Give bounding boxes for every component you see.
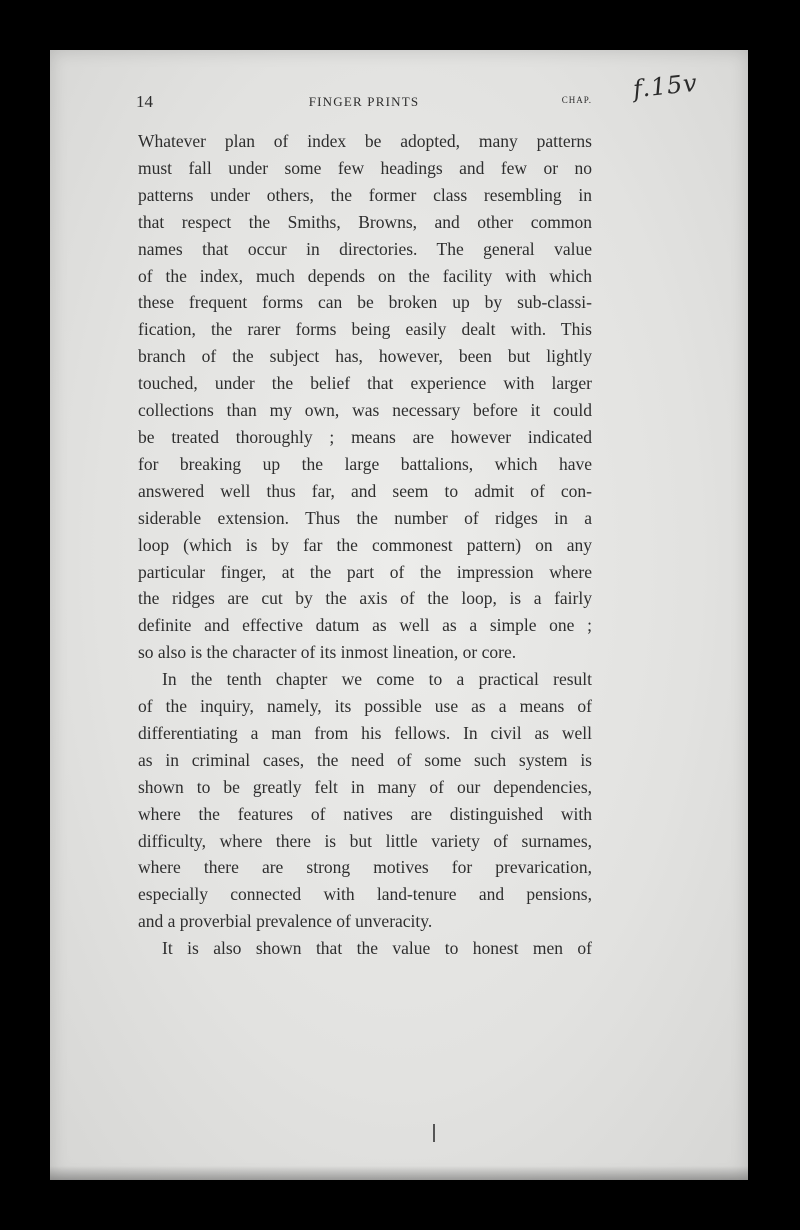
text-line: loop (which is by far the commonest pattern) on any bbox=[138, 534, 592, 555]
page-bottom-edge bbox=[50, 1166, 748, 1180]
text-line: so also is the character of its inmost lineation, or core. bbox=[138, 642, 517, 663]
running-title: FINGER PRINTS bbox=[308, 94, 420, 109]
text-line: that respect the Smiths, Browns, and other common bbox=[138, 211, 592, 232]
text-line: where there are strong motives for prevarication, bbox=[138, 857, 592, 878]
text-line: differentiating a man from his fellows. In civil as well bbox=[138, 722, 592, 743]
text-line: definite and effective datum as well as a simple one ; bbox=[138, 615, 592, 636]
text-line: the ridges are cut by the axis of the loop, is a fairly bbox=[138, 588, 592, 609]
paragraph-2 bbox=[138, 666, 592, 935]
text-line: names that occur in directories. The general value bbox=[138, 238, 592, 259]
text-line: particular finger, at the part of the impression where bbox=[138, 561, 592, 582]
bottom-mark bbox=[433, 1124, 435, 1142]
text-line: be treated thoroughly ; means are however indicated bbox=[138, 426, 592, 447]
folio-annotation: f.15v bbox=[631, 68, 700, 104]
text-line: It is also shown that the value to honest men of bbox=[162, 938, 592, 959]
paragraph-1 bbox=[138, 128, 592, 666]
text-line: shown to be greatly felt in many of our dependencies, bbox=[138, 776, 592, 797]
text-line: difficulty, where there is but little variety of surnames, bbox=[138, 830, 592, 851]
paragraph-3 bbox=[138, 935, 592, 962]
text-line: siderable extension. Thus the number of ridges in a bbox=[138, 507, 592, 528]
text-line: especially connected with land-tenure and pensions, bbox=[138, 884, 592, 905]
text-line: branch of the subject has, however, been but lightly bbox=[138, 346, 592, 367]
text-line: Whatever plan of index be adopted, many patterns bbox=[138, 131, 592, 151]
text-line: where the features of natives are distinguished with bbox=[138, 803, 592, 824]
text-line: for breaking up the large battalions, which have bbox=[138, 453, 592, 474]
text-line: fication, the rarer forms being easily dealt with. This bbox=[138, 319, 592, 340]
text-line: In the tenth chapter we come to a practical result bbox=[162, 669, 592, 690]
page-number: 14 bbox=[136, 92, 153, 111]
text-line: as in criminal cases, the need of some such system is bbox=[138, 749, 592, 770]
text-line: answered well thus far, and seem to admit of con- bbox=[138, 480, 592, 501]
text-line: these frequent forms can be broken up by sub-classi- bbox=[138, 292, 592, 313]
text-line: touched, under the belief that experience with larger bbox=[138, 373, 592, 394]
body-text bbox=[138, 128, 592, 962]
chapter-label: CHAP. bbox=[561, 95, 592, 105]
text-line: of the index, much depends on the facility with which bbox=[138, 265, 592, 286]
text-line: of the inquiry, namely, its possible use as a means of bbox=[138, 696, 592, 717]
text-line: must fall under some few headings and few or no bbox=[138, 157, 592, 178]
running-header bbox=[136, 92, 592, 116]
text-line: and a proverbial prevalence of unveracity. bbox=[138, 911, 433, 932]
text-line: collections than my own, was necessary before it could bbox=[138, 400, 592, 421]
text-line: patterns under others, the former class resembling in bbox=[138, 184, 592, 205]
